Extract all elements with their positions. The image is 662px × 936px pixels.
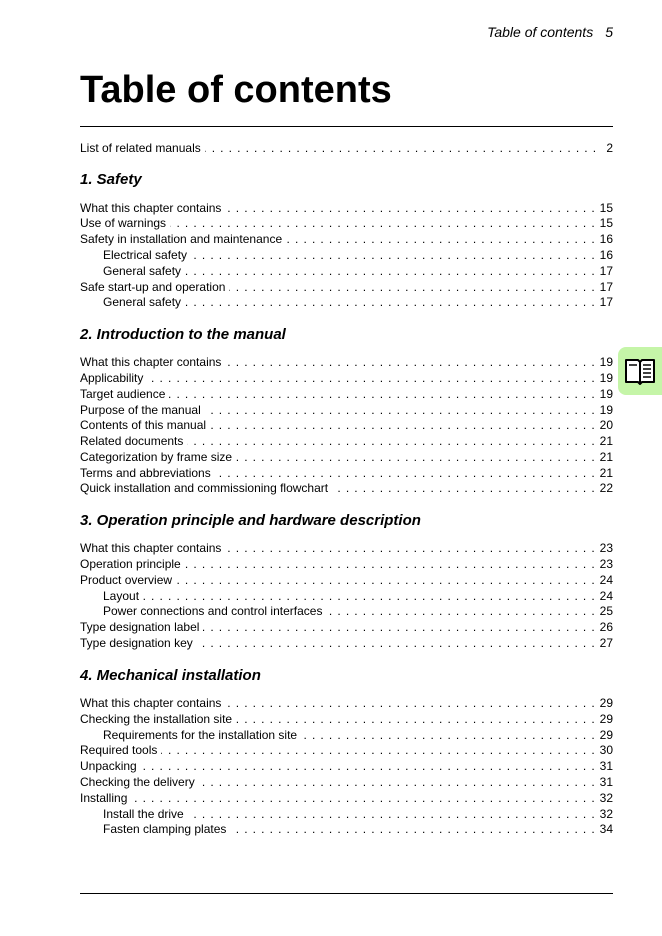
- toc-entry-page: 19: [599, 371, 613, 385]
- dot-leader: [143, 588, 596, 604]
- toc-entry-page: 16: [599, 248, 613, 262]
- toc-entry-page: 17: [599, 280, 613, 294]
- toc-subentry[interactable]: [103, 588, 613, 604]
- toc-entry-label: Unpacking: [80, 759, 137, 773]
- dot-leader: [170, 215, 596, 231]
- toc-entry[interactable]: [80, 465, 613, 481]
- toc-entry-label: Type designation key: [80, 636, 193, 650]
- toc-entry[interactable]: [80, 790, 613, 806]
- toc-entry-page: 27: [599, 636, 613, 650]
- toc-entry-label: Requirements for the installation site: [103, 728, 298, 742]
- toc-subentry[interactable]: [103, 294, 613, 310]
- dot-leader: [169, 386, 595, 402]
- dot-leader: [225, 695, 595, 711]
- toc-entry-page: 2: [606, 141, 613, 155]
- toc-entry[interactable]: [80, 711, 613, 727]
- toc-entry-page: 21: [599, 434, 613, 448]
- toc-entry-label: Target audience: [80, 387, 166, 401]
- toc-entry-page: 32: [599, 791, 613, 805]
- toc-entry-page: 32: [599, 807, 613, 821]
- toc-entry-page: 29: [599, 712, 613, 726]
- dot-leader: [147, 370, 595, 386]
- toc-entry-label: Safe start-up and operation: [80, 280, 226, 294]
- toc-entry-label: What this chapter contains: [80, 541, 222, 555]
- toc-entry-label: Fasten clamping plates: [103, 822, 227, 836]
- toc-entry[interactable]: [80, 540, 613, 556]
- side-tab[interactable]: [618, 347, 662, 395]
- section-heading-mechanical-installation[interactable]: 4. Mechanical installation: [80, 667, 261, 684]
- toc-entry-label: What this chapter contains: [80, 696, 222, 710]
- section-heading-safety[interactable]: 1. Safety: [80, 171, 142, 188]
- dot-leader: [229, 279, 595, 295]
- toc-entry[interactable]: [80, 742, 613, 758]
- toc-entry[interactable]: [80, 215, 613, 231]
- dot-leader: [185, 263, 596, 279]
- toc-entry-label: Categorization by frame size: [80, 450, 233, 464]
- toc-entry-label: General safety: [103, 295, 182, 309]
- running-header: [487, 24, 613, 40]
- toc-entry-list-of-related-manuals[interactable]: [80, 140, 613, 156]
- toc-entry-label: Operation principle: [80, 557, 181, 571]
- dot-leader: [225, 540, 595, 556]
- toc-entry-label: Related documents: [80, 434, 184, 448]
- toc-entry-page: 15: [599, 201, 613, 215]
- toc-entry-label: Product overview: [80, 573, 173, 587]
- toc-subentry[interactable]: [103, 727, 613, 743]
- toc-entry-label: Checking the installation site: [80, 712, 233, 726]
- toc-entry[interactable]: [80, 231, 613, 247]
- toc-entry-page: 19: [599, 355, 613, 369]
- toc-entry-label: Purpose of the manual: [80, 403, 201, 417]
- toc-entry-page: 19: [599, 387, 613, 401]
- section-heading-introduction[interactable]: 2. Introduction to the manual: [80, 326, 286, 343]
- toc-entry-label: General safety: [103, 264, 182, 278]
- toc-entry-page: 23: [599, 541, 613, 555]
- toc-entry-page: 23: [599, 557, 613, 571]
- toc-entry-label: Safety in installation and maintenance: [80, 232, 283, 246]
- toc-entry[interactable]: [80, 386, 613, 402]
- dot-leader: [225, 200, 595, 216]
- toc-entry-label: Required tools: [80, 743, 158, 757]
- dot-leader: [215, 465, 596, 481]
- toc-entry-label: What this chapter contains: [80, 201, 222, 215]
- toc-entry-page: 17: [599, 264, 613, 278]
- toc-entry[interactable]: [80, 370, 613, 386]
- dot-leader: [210, 417, 596, 433]
- toc-entry-page: 15: [599, 216, 613, 230]
- running-header-title: Table of contents: [487, 24, 594, 40]
- page-title: Table of contents: [80, 69, 392, 111]
- toc-entry-label: Applicability: [80, 371, 144, 385]
- title-divider: [80, 126, 613, 127]
- dot-leader: [185, 294, 596, 310]
- toc-subentry[interactable]: [103, 806, 613, 822]
- toc-entry-page: 24: [599, 573, 613, 587]
- toc-entry-page: 31: [599, 775, 613, 789]
- toc-subentry[interactable]: [103, 247, 613, 263]
- dot-leader: [225, 354, 595, 370]
- toc-entry[interactable]: [80, 572, 613, 588]
- dot-leader: [236, 449, 596, 465]
- dot-leader: [197, 635, 596, 651]
- toc-entry[interactable]: [80, 774, 613, 790]
- footer-divider: [80, 893, 613, 894]
- dot-leader: [205, 140, 597, 156]
- toc-entry-label: Layout: [103, 589, 140, 603]
- dot-leader: [326, 603, 595, 619]
- toc-subentry[interactable]: [103, 263, 613, 279]
- dot-leader: [188, 806, 596, 822]
- running-header-page-number: 5: [605, 24, 613, 40]
- toc-entry-page: 22: [599, 481, 613, 495]
- dot-leader: [301, 727, 596, 743]
- dot-leader: [199, 774, 596, 790]
- toc-entry-label: Type designation label: [80, 620, 200, 634]
- dot-leader: [185, 556, 596, 572]
- toc-entry-page: 29: [599, 696, 613, 710]
- toc-entry[interactable]: [80, 433, 613, 449]
- dot-leader: [230, 821, 595, 837]
- toc-entry-label: Quick installation and commissioning flowchart: [80, 481, 329, 495]
- dot-leader: [205, 402, 596, 418]
- dot-leader: [286, 231, 596, 247]
- dot-leader: [332, 480, 596, 496]
- toc-entry-page: 21: [599, 450, 613, 464]
- toc-entry[interactable]: [80, 354, 613, 370]
- toc-entry-label: Use of warnings: [80, 216, 167, 230]
- toc-entry[interactable]: [80, 758, 613, 774]
- toc-entry[interactable]: [80, 619, 613, 635]
- toc-entry-page: 25: [599, 604, 613, 618]
- toc-entry-page: 24: [599, 589, 613, 603]
- toc-entry-label: What this chapter contains: [80, 355, 222, 369]
- toc-entry[interactable]: [80, 402, 613, 418]
- toc-entry-label: Electrical safety: [103, 248, 188, 262]
- manual-book-icon: [623, 357, 657, 385]
- dot-leader: [191, 247, 596, 263]
- toc-entry[interactable]: [80, 449, 613, 465]
- toc-entry[interactable]: [80, 417, 613, 433]
- toc-entry[interactable]: [80, 695, 613, 711]
- dot-leader: [161, 742, 595, 758]
- toc-subentry[interactable]: [103, 821, 613, 837]
- toc-entry-label: Installing: [80, 791, 128, 805]
- toc-entry-page: 31: [599, 759, 613, 773]
- toc-entry-label: Checking the delivery: [80, 775, 195, 789]
- dot-leader: [187, 433, 595, 449]
- section-heading-operation-principle[interactable]: 3. Operation principle and hardware description: [80, 512, 421, 529]
- toc-entry-page: 16: [599, 232, 613, 246]
- toc-entry-page: 20: [599, 418, 613, 432]
- toc-entry-label: Terms and abbreviations: [80, 466, 211, 480]
- toc-entry-page: 19: [599, 403, 613, 417]
- toc-entry-page: 30: [599, 743, 613, 757]
- dot-leader: [236, 711, 596, 727]
- toc-entry-label: Power connections and control interfaces: [103, 604, 323, 618]
- toc-entry-label: List of related manuals: [80, 141, 201, 155]
- toc-entry-page: 29: [599, 728, 613, 742]
- toc-entry-label: Install the drive: [103, 807, 184, 821]
- toc-entry[interactable]: [80, 480, 613, 496]
- toc-entry[interactable]: [80, 635, 613, 651]
- toc-entry[interactable]: [80, 279, 613, 295]
- dot-leader: [203, 619, 595, 635]
- dot-leader: [176, 572, 596, 588]
- dot-leader: [131, 790, 595, 806]
- toc-subentry[interactable]: [103, 603, 613, 619]
- toc-entry[interactable]: [80, 556, 613, 572]
- toc-entry-page: 26: [599, 620, 613, 634]
- toc-entry-page: 17: [599, 295, 613, 309]
- toc-entry[interactable]: [80, 200, 613, 216]
- dot-leader: [141, 758, 596, 774]
- toc-entry-page: 34: [599, 822, 613, 836]
- toc-entry-label: Contents of this manual: [80, 418, 207, 432]
- toc-entry-page: 21: [599, 466, 613, 480]
